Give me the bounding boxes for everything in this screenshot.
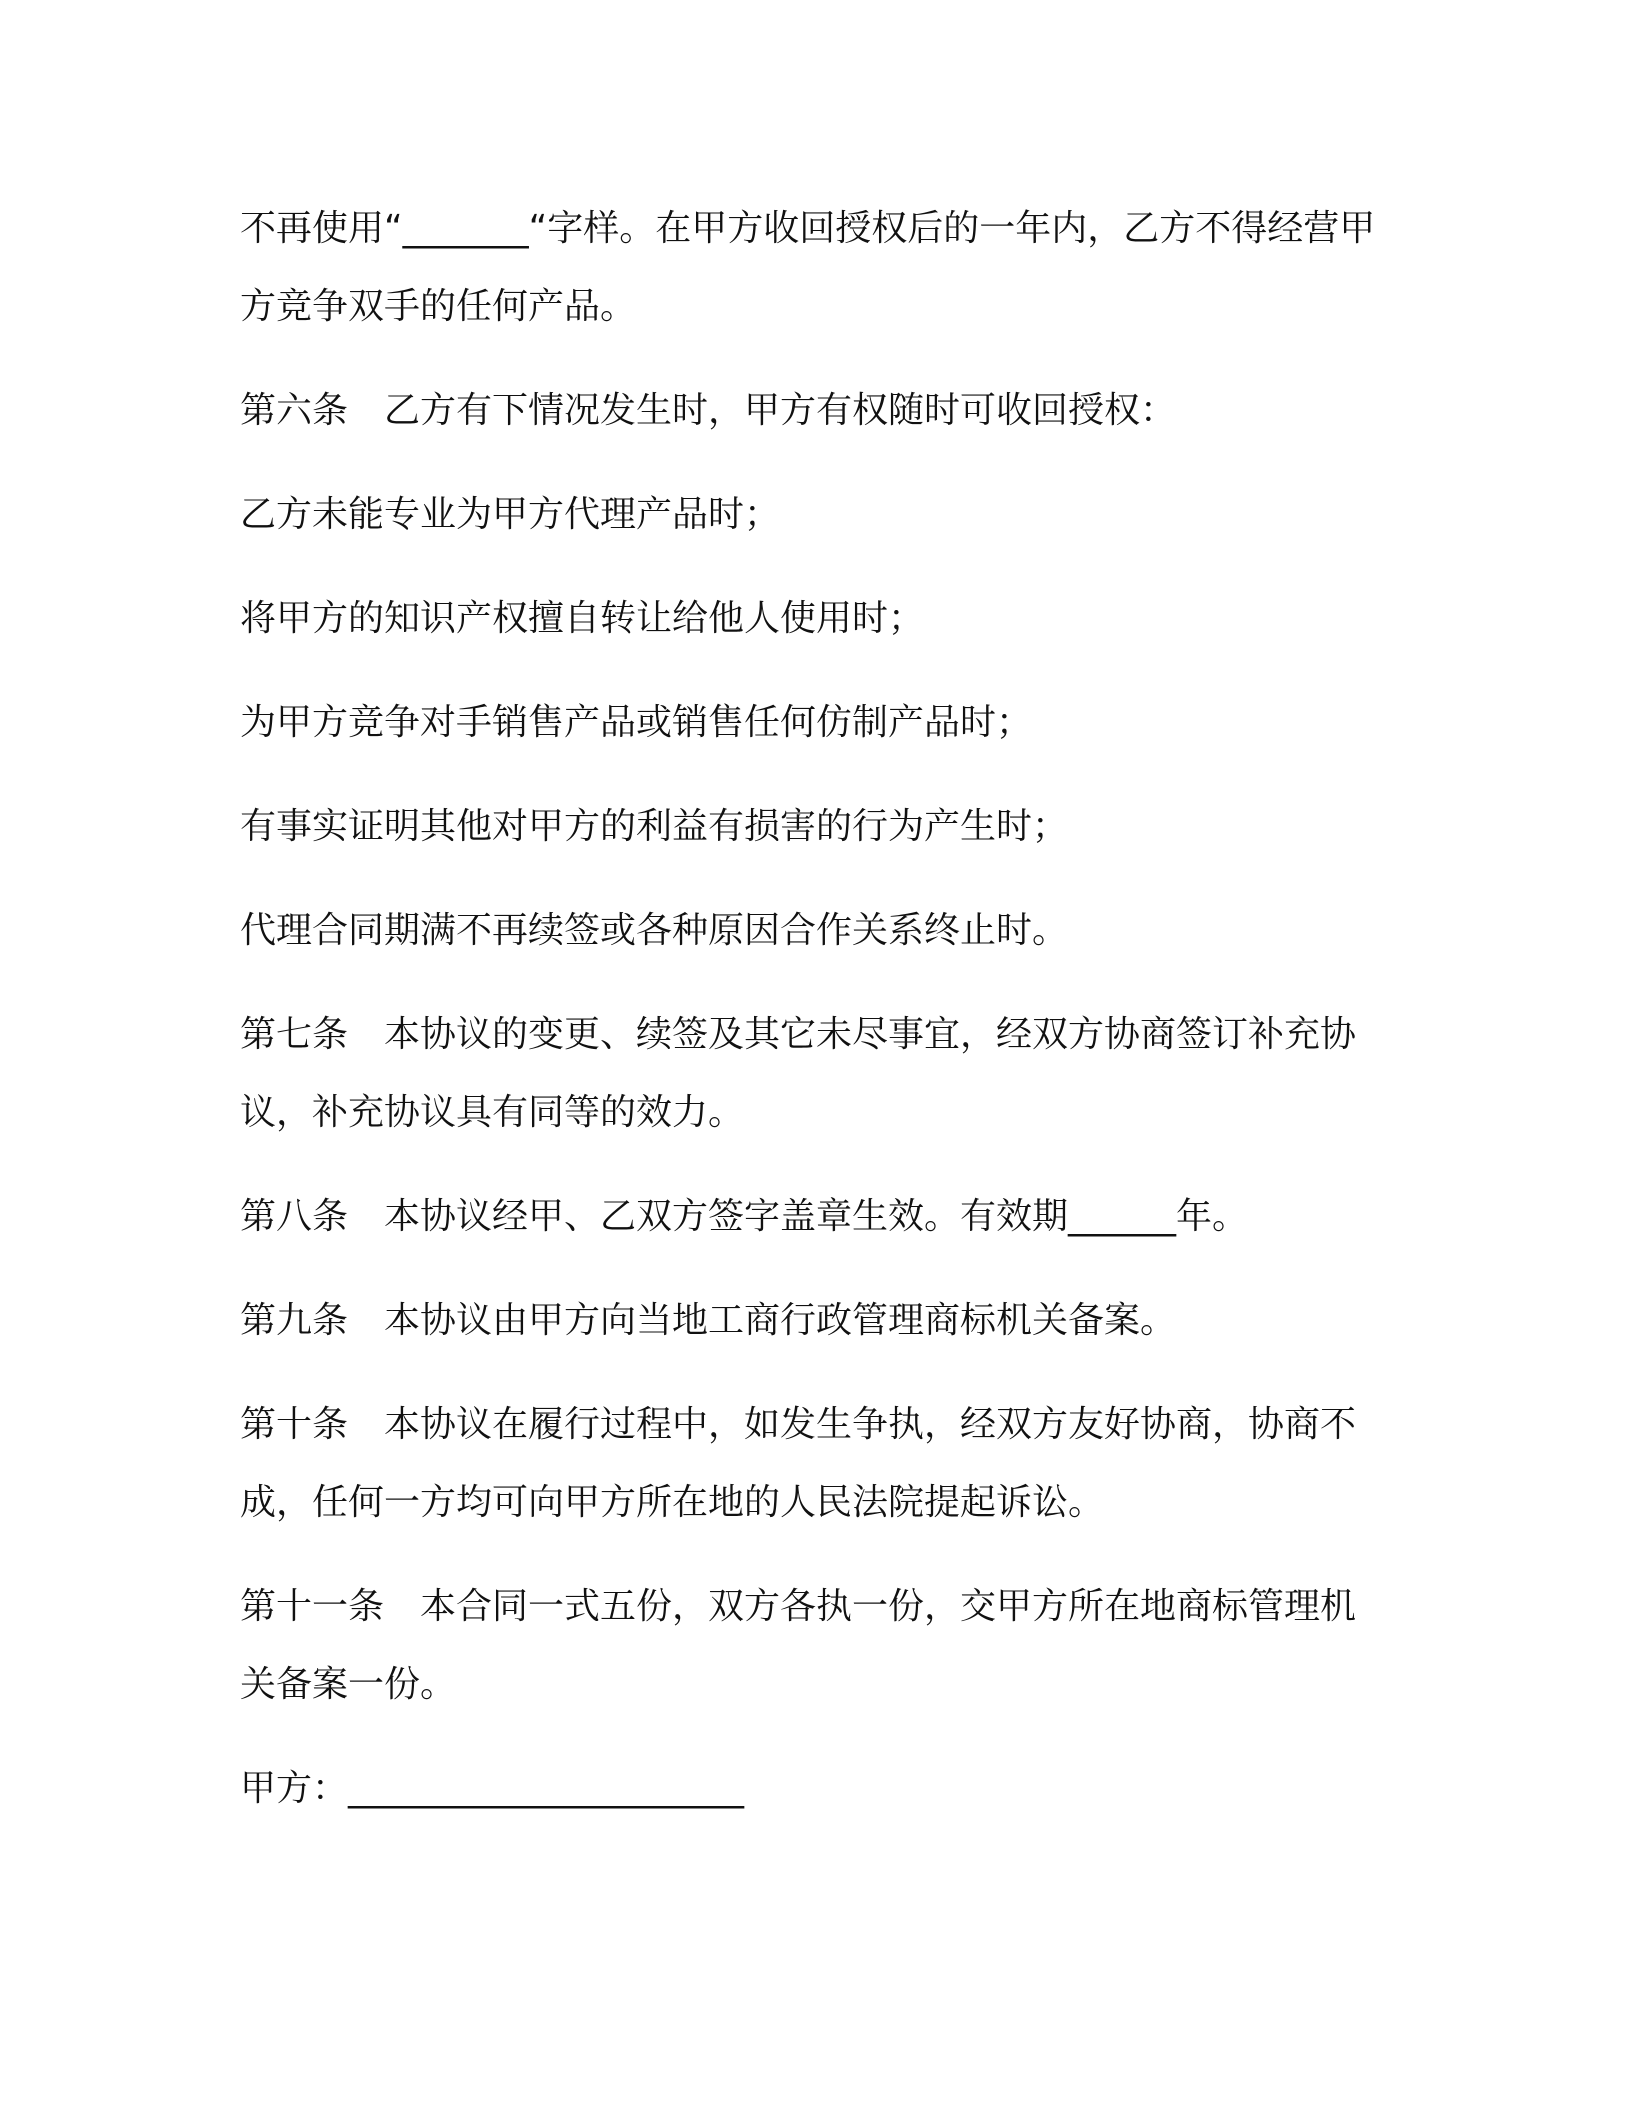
paragraph-clause-7: 第七条 本协议的变更、续签及其它未尽事宜，经双方协商签订补充协议，补充协议具有同等的效力。 xyxy=(240,1014,1357,1133)
document-body xyxy=(240,190,1380,1828)
paragraph-clause-6-item-2: 将甲方的知识产权擅自转让给他人使用时； xyxy=(240,598,925,639)
paragraph-clause-5-continued: 不再使用“_______“字样。在甲方收回授权后的一年内，乙方不得经营甲方竞争双手的任何产品。 xyxy=(240,208,1376,327)
paragraph-clause-8: 第八条 本协议经甲、乙双方签字盖章生效。有效期______年。 xyxy=(240,1196,1249,1237)
paragraph-clause-6-item-4: 有事实证明其他对甲方的利益有损害的行为产生时； xyxy=(240,806,1069,847)
paragraph-clause-6-item-1: 乙方未能专业为甲方代理产品时； xyxy=(240,494,781,535)
paragraph-clause-11: 第十一条 本合同一式五份，双方各执一份，交甲方所在地商标管理机关备案一份。 xyxy=(240,1586,1357,1705)
paragraph-clause-6-item-5: 代理合同期满不再续签或各种原因合作关系终止时。 xyxy=(240,910,1069,951)
paragraph-clause-9: 第九条 本协议由甲方向当地工商行政管理商标机关备案。 xyxy=(240,1300,1177,1341)
paragraph-clause-10: 第十条 本协议在履行过程中，如发生争执，经双方友好协商，协商不成，任何一方均可向甲方所在地的人民法院提起诉讼。 xyxy=(240,1404,1357,1523)
paragraph-clause-6-item-3: 为甲方竞争对手销售产品或销售任何仿制产品时； xyxy=(240,702,1033,743)
paragraph-clause-6: 第六条 乙方有下情况发生时，甲方有权随时可收回授权： xyxy=(240,390,1177,431)
party-a-signature-line: 甲方：______________________ xyxy=(240,1768,745,1809)
